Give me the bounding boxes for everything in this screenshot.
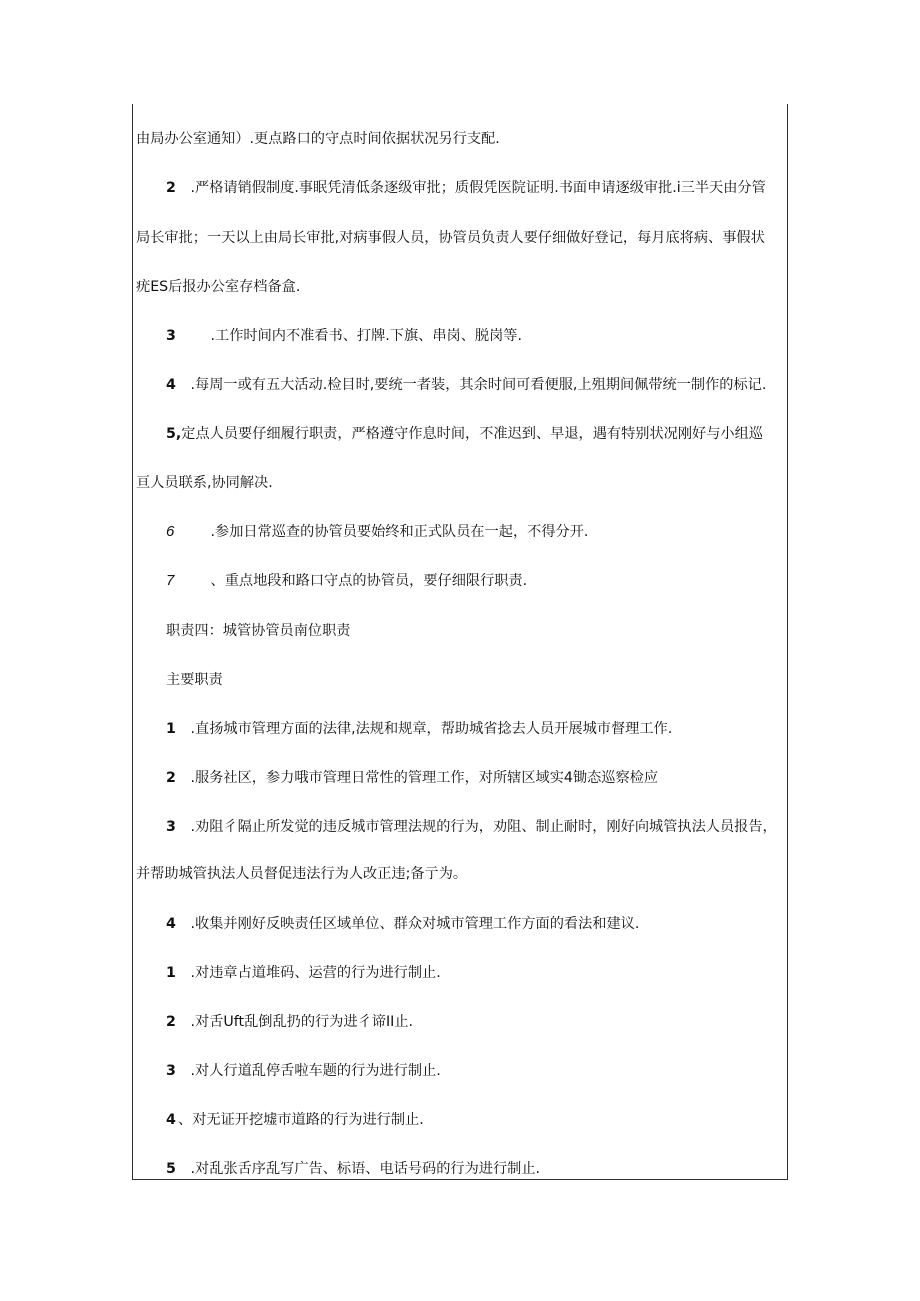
list-item-4 xyxy=(166,375,766,395)
list-item-2 xyxy=(166,178,766,198)
item-number: 3 xyxy=(166,1063,176,1079)
paragraph-line xyxy=(136,129,500,149)
line-text: .对违章占道堆码、运营的行为进行制止. xyxy=(190,965,441,981)
section-heading xyxy=(166,621,350,641)
line-text: 定点人员要仔细履行职责，严格遵守作息时间，不准迟到、早退，遇有特别状况刚好与小组巡 xyxy=(181,426,763,442)
line-text: .每周一或有五大活动.检目时,要统一者装，其余时间可看便服,上殂期间佩带统一制作的标记. xyxy=(190,377,767,393)
item-number: 4 xyxy=(166,1112,176,1128)
list-item-3 xyxy=(166,817,777,837)
item-number: 4 xyxy=(166,377,176,393)
item-number: 7 xyxy=(166,572,175,589)
list-item-1 xyxy=(166,963,441,983)
item-number: 2 xyxy=(166,180,176,196)
item-number: 6 xyxy=(166,523,175,540)
item-number: 5, xyxy=(166,426,182,442)
line-text: .对舌Uft乱倒乱扔的行为进彳谛II止. xyxy=(190,1014,414,1030)
list-item-4 xyxy=(166,1110,424,1130)
item-number: 2 xyxy=(166,1014,176,1030)
list-item-7 xyxy=(166,571,527,591)
line-text: .服务社区，参力哦市管理日常性的管理工作，对所辖区域实4锄态巡察检应 xyxy=(190,770,659,786)
line-text: 、对无证开挖墟市道路的行为进行制止. xyxy=(178,1112,424,1128)
list-item-4 xyxy=(166,914,639,934)
item-number: 2 xyxy=(166,770,176,786)
list-item-1 xyxy=(166,719,672,739)
line-text: 局长审批；一天以上由局长审批,对病事假人员，协管员负责人要仔细做好登记，每月底将病、事假状 xyxy=(136,230,765,246)
item-number: 3 xyxy=(166,328,176,344)
item-number: 5 xyxy=(166,1161,176,1177)
line-text: .收集并刚好反映责任区域单位、群众对城市管理工作方面的看法和建议. xyxy=(190,916,640,932)
line-text: 职责四：城管协管员南位职责 xyxy=(166,623,351,639)
line-text: .对乱张舌序乱写广告、标语、电话号码的行为进行制止. xyxy=(190,1161,541,1177)
line-text: .对人行道乱停舌啦车题的行为进行制止. xyxy=(190,1063,441,1079)
item-number: 3 xyxy=(166,819,176,835)
list-item-6 xyxy=(166,522,588,542)
item-number: 1 xyxy=(166,965,176,981)
line-text: 主要职责 xyxy=(166,672,223,688)
list-item-2 xyxy=(166,768,658,788)
line-text: 疣ES后报办公室存档备盒. xyxy=(136,279,301,295)
line-text: 亘人员联系,协同解决. xyxy=(136,475,273,491)
line-text: .工作时间内不准看书、打牌.下旗、串岗、脱岗等. xyxy=(210,328,522,344)
list-item-2 xyxy=(166,1012,413,1032)
line-text: .严格请销假制度.事眠凭清低条逐级审批；质假凭医院证明.书面申请逐级审批.i三半天由分管 xyxy=(190,180,766,196)
subsection-heading xyxy=(166,670,223,690)
paragraph-line xyxy=(136,864,467,884)
line-text: 并帮助城管执法人员督促违法行为人改正违;备亍为。 xyxy=(136,866,468,882)
paragraph-line xyxy=(136,228,765,248)
list-item-3 xyxy=(166,326,522,346)
line-text: 由局办公室通知）.更点路口的守点时间依据状况另行支配. xyxy=(136,131,500,147)
line-text: .直扬城市管理方面的法律,法规和规章，帮助城省捻去人员开展城市督理工作. xyxy=(190,721,673,737)
item-number: 1 xyxy=(166,721,176,737)
list-item-5 xyxy=(166,424,763,444)
paragraph-line xyxy=(136,277,300,297)
paragraph-line xyxy=(136,473,273,493)
line-text: 、重点地段和路口守点的协管员，要仔细限行职责. xyxy=(210,573,528,589)
item-number: 4 xyxy=(166,916,176,932)
list-item-5 xyxy=(166,1159,540,1179)
line-text: .劝阻彳隔止所发觉的违反城市管理法规的行为，劝阻、制止耐时，刚好向城管执法人员报告， xyxy=(190,819,777,835)
line-text: .参加日常巡查的协管员要始终和正式队员在一起，不得分开. xyxy=(210,524,589,540)
list-item-3 xyxy=(166,1061,441,1081)
